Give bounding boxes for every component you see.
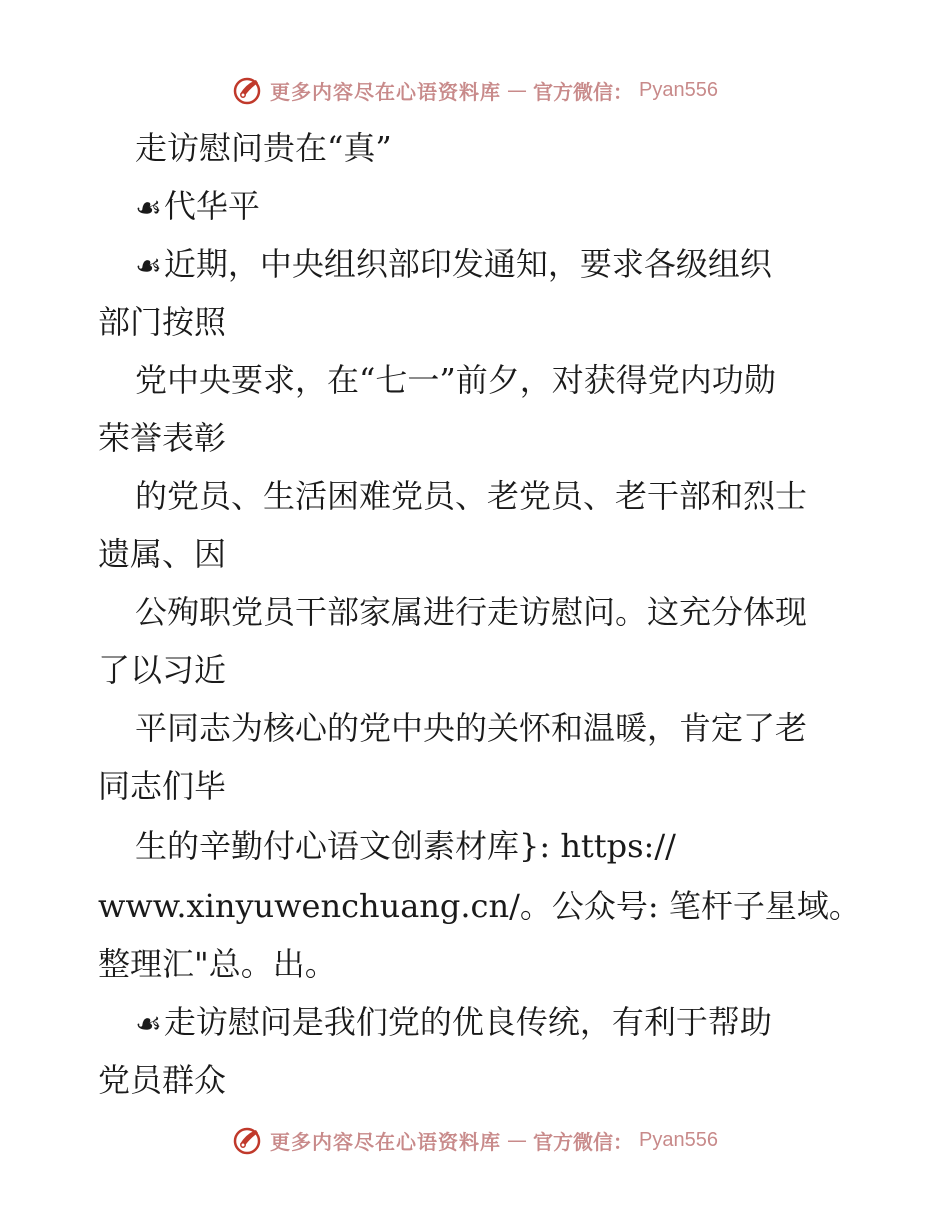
fleuron-icon: ☙: [135, 249, 162, 284]
paragraph-line: [135, 244, 772, 287]
author-line: [135, 186, 260, 229]
paragraph-line: 了以习近: [98, 651, 227, 689]
paragraph-line: 同志们毕: [98, 767, 227, 805]
paragraph-line: 荣誉表彰: [98, 419, 227, 457]
paragraph-line: 党员群众: [98, 1061, 227, 1099]
paragraph-line: 的党员、生活困难党员、老党员、老干部和烈士: [135, 477, 808, 515]
paragraph-line: 部门按照: [98, 303, 227, 341]
site-name-text: 更多内容尽在心语资料库: [270, 1129, 502, 1154]
footer-watermark: [0, 1120, 950, 1160]
paragraph-line: 党中央要求，在“七一”前夕，对获得党内功勋: [135, 361, 776, 399]
paragraph-line: www.xinyuwenchuang.cn/。公众号: 笔杆子星域。: [98, 887, 861, 925]
paragraph-line: 平同志为核心的党中央的关怀和温暖，肯定了老: [135, 709, 808, 747]
paragraph-text: 走访慰问是我们党的优良传统，有利于帮助: [163, 1003, 772, 1041]
author-name: 代华平: [163, 187, 260, 225]
article-title: 走访慰问贵在“真”: [135, 129, 392, 167]
pen-logo-icon: [232, 74, 264, 106]
wechat-id: Pyan556: [639, 1128, 718, 1151]
paragraph-line: 遗属、因: [98, 535, 227, 573]
header-watermark: [0, 70, 950, 110]
paragraph-line: 生的辛勤付心语文创素材库}: https://: [135, 827, 676, 865]
watermark-dash: —: [507, 78, 528, 102]
paragraph-line: 整理汇"总。出。: [98, 945, 337, 983]
watermark-dash: —: [507, 1128, 528, 1152]
fleuron-icon: ☙: [135, 1007, 162, 1042]
site-name-text: 更多内容尽在心语资料库: [270, 79, 502, 104]
paragraph-line: 公殉职党员干部家属进行走访慰问。这充分体现: [135, 593, 808, 631]
paragraph-text: 近期，中央组织部印发通知，要求各级组织: [163, 245, 772, 283]
wechat-label: 官方微信：: [533, 79, 634, 104]
pen-logo-icon: [232, 1124, 264, 1156]
wechat-id: Pyan556: [639, 78, 718, 101]
paragraph-line: [135, 1002, 772, 1045]
fleuron-icon: ☙: [135, 191, 162, 226]
wechat-label: 官方微信：: [533, 1129, 634, 1154]
